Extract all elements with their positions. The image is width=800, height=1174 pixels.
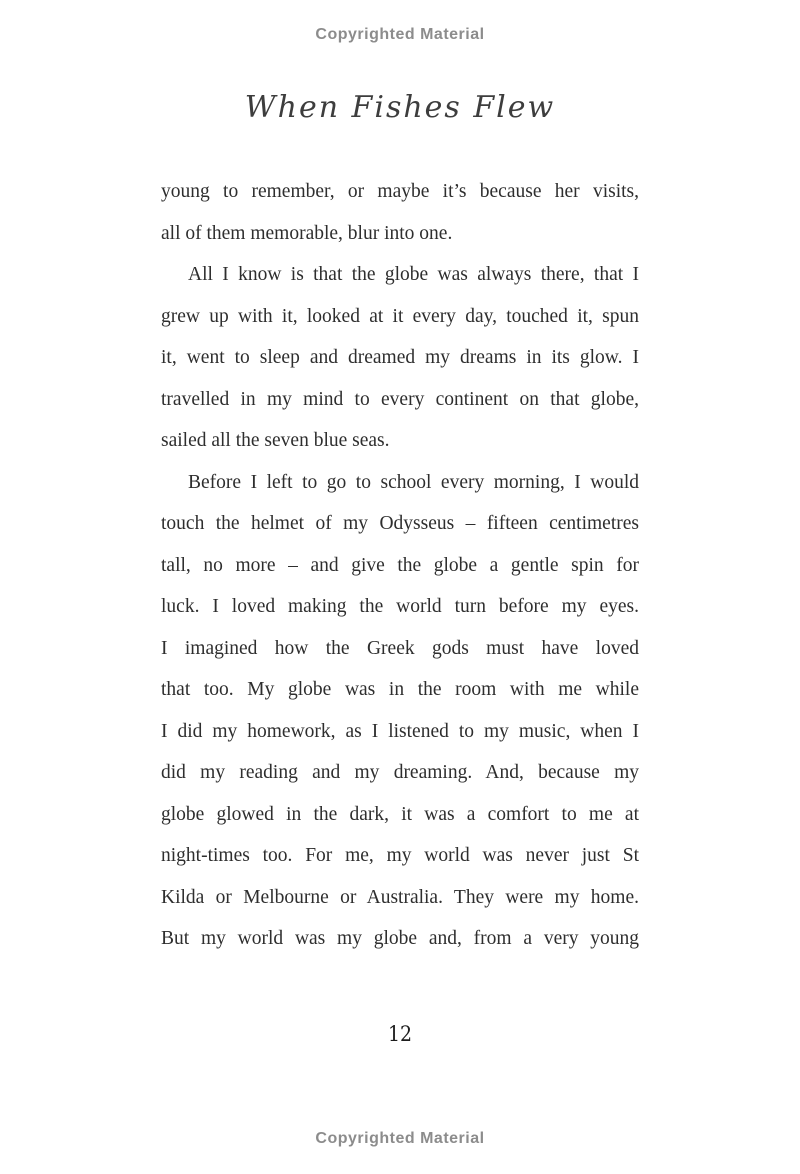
text-line: Before I left to go to school every morning, I would <box>188 471 639 493</box>
text-line: I did my homework, as I listened to my music, when I <box>161 720 639 742</box>
text-line: luck. I loved making the world turn before my eyes. <box>161 596 639 617</box>
text-line: Kilda or Melbourne or Australia. They were my home. <box>161 886 639 908</box>
text-line: sailed all the seven blue seas. <box>161 430 390 451</box>
text-line: globe glowed in the dark, it was a comfort to me at <box>161 803 639 825</box>
body-text <box>161 171 639 960</box>
text-line: travelled in my mind to every continent on that globe, <box>161 388 639 410</box>
text-line: young to remember, or maybe it’s because her visits, <box>161 181 639 202</box>
text-line: grew up with it, looked at it every day, touched it, spun <box>161 305 639 327</box>
copyright-notice-bottom: Copyrighted Material <box>315 1130 485 1147</box>
page-number: 12 <box>387 1022 413 1046</box>
text-line: night-times too. For me, my world was never just St <box>161 845 639 866</box>
text-line: All I know is that the globe was always there, that I <box>188 264 639 285</box>
text-line: tall, no more – and give the globe a gentle spin for <box>161 554 639 576</box>
copyright-notice-top: Copyrighted Material <box>315 26 485 43</box>
text-line: But my world was my globe and, from a very young <box>161 928 639 949</box>
text-line: it, went to sleep and dreamed my dreams in its glow. I <box>161 347 639 368</box>
text-line: I imagined how the Greek gods must have loved <box>161 637 639 659</box>
text-line: that too. My globe was in the room with me while <box>161 679 639 700</box>
running-head: When Fishes Flew <box>244 90 556 125</box>
text-line: did my reading and my dreaming. And, because my <box>161 762 639 783</box>
text-line: all of them memorable, blur into one. <box>161 222 453 244</box>
text-line: touch the helmet of my Odysseus – fifteen centimetres <box>161 513 639 534</box>
